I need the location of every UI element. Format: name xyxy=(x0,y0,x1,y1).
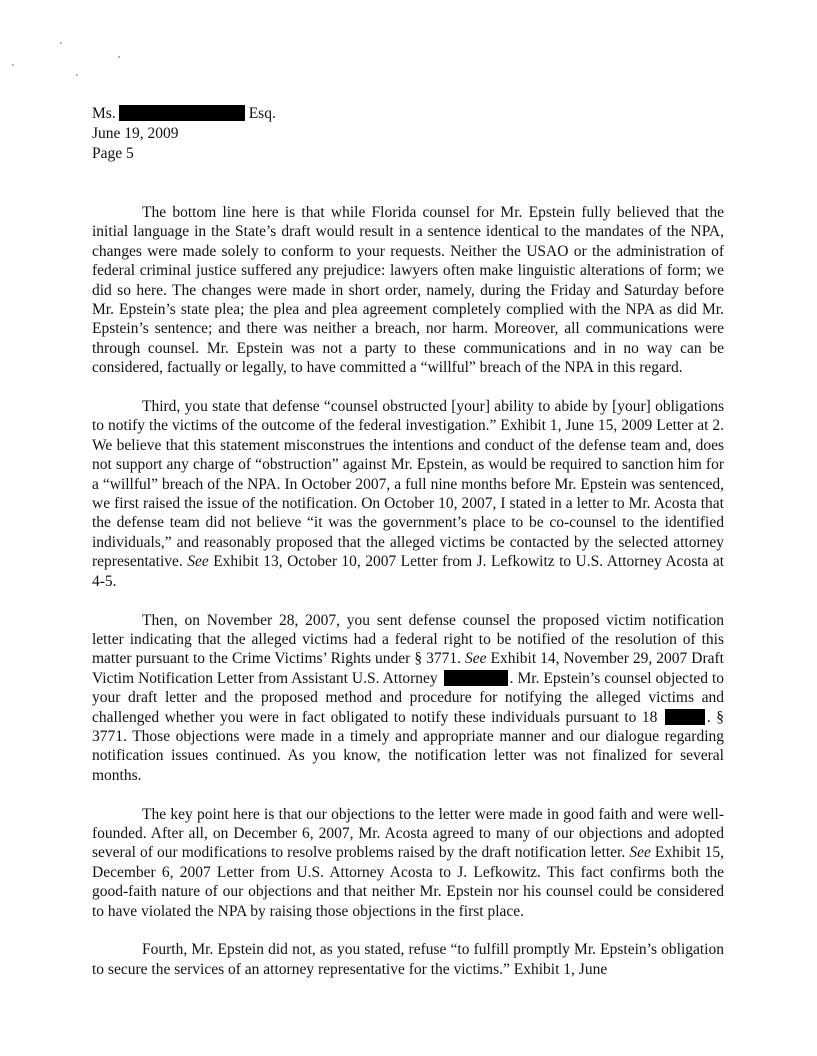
scan-speck xyxy=(12,64,14,66)
paragraph-fourth xyxy=(92,940,724,979)
paragraph-key-point xyxy=(92,805,724,921)
salutation-prefix: Ms. xyxy=(92,105,116,122)
see-citation: See xyxy=(629,844,651,862)
paragraph-text: Exhibit 15, December 6, 2007 Letter from U.S. Attorney Acosta to J. Lefkowitz. This fact confirms both the good-faith nature of our objections and that neither Mr. Epstein nor his counsel could be considered to have violated the NPA by raising those objections in the first place. xyxy=(92,844,725,920)
redaction-block xyxy=(444,670,508,686)
salutation-suffix: Esq. xyxy=(248,105,276,122)
page-number: Page 5 xyxy=(92,145,134,162)
paragraph-november xyxy=(92,611,724,786)
paragraph-text: Then, on November 28, 2007, you sent defense counsel the proposed victim notification letter indicating that the alleged victims had a federal right to be notified of the resolution of this matter pursuant to the Crime Victims’ Rights under § 3771. xyxy=(92,611,724,668)
paragraph-text: The bottom line here is that while Florida counsel for Mr. Epstein fully believed that the initial language in the State’s draft would result in a sentence identical to the mandates of the NPA, changes were made solely to conform to your requests. Neither the USAO or the administration of federal criminal justice suffered any prejudice: lawyers often make linguistic alterations of form; we did so here. The changes were made in short order, namely, during the Friday and Saturday before Mr. Epstein’s state plea; the plea and plea agreement completely complied with the NPA as did Mr. Epstein’s sentence; and there was neither a breach, nor harm. Moreover, all communications were through counsel. Mr. Epstein was not a party to these communications and in no way can be considered, factually or legally, to have committed a “willful” breach of the NPA in this regard. xyxy=(92,204,724,377)
redaction-block xyxy=(665,709,705,725)
paragraph-text: Exhibit 14, November 29, 2007 Draft Victim Notification Letter from Assistant U.S. Attorney xyxy=(92,650,724,687)
scan-speck xyxy=(76,74,78,76)
paragraph-text: Fourth, Mr. Epstein did not, as you stated, refuse “to fulfill promptly Mr. Epstein’s obligation to secure the services of an attorney representative for the victims.” Exhibit 1, June xyxy=(92,941,724,978)
scan-specks xyxy=(8,36,128,86)
paragraph-text: Exhibit 13, October 10, 2007 Letter from J. Lefkowitz to U.S. Attorney Acosta at 4-5. xyxy=(92,553,725,590)
paragraph-text: Third, you state that defense “counsel obstructed [your] ability to abide by [your] obligations to notify the victims of the outcome of the federal investigation.” Exhibit 1, June 15, 2009 Letter at 2. We believe that this statement misconstrues the intentions and conduct of the defense team and, does not support any charge of “obstruction” against Mr. Epstein, as would be required to sanction him for a “willful” breach of the NPA. In October 2007, a full nine months before Mr. Epstein was sentenced, we first raised the issue of the notification. On October 10, 2007, I stated in a letter to Mr. Acosta that the defense team did not believe “it was the government’s place to be co-counsel to the identified individuals,” and reasonably proposed that the alleged victims be contacted by the selected attorney representative. xyxy=(92,398,724,571)
redaction-block xyxy=(119,105,245,121)
recipient-line xyxy=(92,104,276,124)
paragraph-text: The key point here is that our objections to the letter were made in good faith and were well-founded. After all, on December 6, 2007, Mr. Acosta agreed to many of our objections and adopted several of our modifications to resolve problems raised by the draft notification letter. xyxy=(92,805,724,862)
letter-date: June 19, 2009 xyxy=(92,125,179,142)
letter-header xyxy=(92,104,276,164)
see-citation: See xyxy=(464,650,487,668)
scan-speck xyxy=(60,42,62,44)
scan-speck xyxy=(118,56,120,58)
letter-body xyxy=(92,203,724,999)
paragraph-text: . § 3771. Those objections were made in a timely and appropriate manner and our dialogue regarding notification issues continued. As you know, the notification letter was not finalized for several months. xyxy=(92,708,724,784)
paragraph-third xyxy=(92,397,724,591)
see-citation: See xyxy=(187,553,209,571)
paragraph-bottom-line xyxy=(92,203,724,378)
paragraph-text: . Mr. Epstein’s counsel objected to your draft letter and the proposed method and procedure for notifying the alleged victims and challenged whether you were in fact obligated to notify these individuals pursuant to 18 xyxy=(92,669,725,726)
